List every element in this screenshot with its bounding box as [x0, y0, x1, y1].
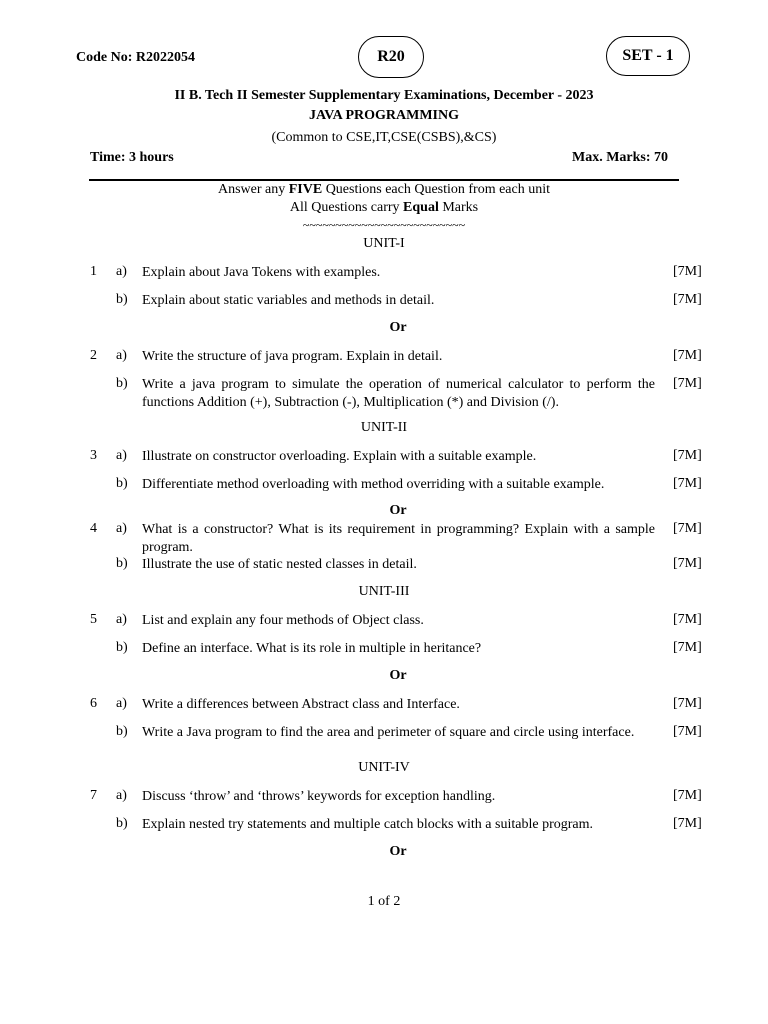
question-5a-marks: [7M] — [673, 612, 702, 627]
question-4b-label: b) — [116, 556, 128, 571]
question-7a-marks: [7M] — [673, 788, 702, 803]
question-4a-label: a) — [116, 521, 127, 536]
question-7a-text: Discuss ‘throw’ and ‘throws’ keywords for exception handling. — [142, 789, 496, 804]
question-3b-marks: [7M] — [673, 476, 702, 491]
question-2a-text: Write the structure of java program. Explain in detail. — [142, 349, 443, 364]
question-6b-label: b) — [116, 724, 128, 739]
max-marks: Max. Marks: 70 — [572, 150, 669, 165]
header-divider — [89, 179, 679, 181]
question-5b-marks: [7M] — [673, 640, 702, 655]
exam-title: II B. Tech II Semester Supplementary Examinations, December - 2023 — [174, 88, 594, 103]
question-1b-text: Explain about static variables and methods in detail. — [142, 293, 435, 308]
question-number-6: 6 — [90, 696, 97, 711]
unit-heading-2: UNIT-II — [360, 420, 408, 435]
question-2b-marks: [7M] — [673, 376, 702, 391]
question-number-2: 2 — [90, 348, 97, 363]
question-6a-marks: [7M] — [673, 696, 702, 711]
question-7b-label: b) — [116, 816, 128, 831]
or-separator-4: Or — [389, 844, 407, 859]
question-5b-label: b) — [116, 640, 128, 655]
code-number: Code No: R2022054 — [76, 50, 195, 65]
question-number-5: 5 — [90, 612, 97, 627]
question-2a-marks: [7M] — [673, 348, 702, 363]
question-3a-label: a) — [116, 448, 127, 463]
or-separator-3: Or — [389, 668, 407, 683]
question-7a-label: a) — [116, 788, 127, 803]
page-number: 1 of 2 — [367, 894, 401, 909]
instruction-line-1: Answer any FIVE Questions each Question from each unit — [217, 182, 551, 197]
question-number-3: 3 — [90, 448, 97, 463]
question-4a-marks: [7M] — [673, 521, 702, 536]
question-3b-label: b) — [116, 476, 128, 491]
question-4a-text: What is a constructor? What is its requirement in programming? Explain with a sample program. — [142, 522, 655, 555]
question-1a-marks: [7M] — [673, 264, 702, 279]
subject-title: JAVA PROGRAMMING — [309, 108, 459, 123]
question-1a-label: a) — [116, 264, 127, 279]
question-1b-marks: [7M] — [673, 292, 702, 307]
set-badge: SET - 1 — [606, 36, 690, 76]
question-3a-marks: [7M] — [673, 448, 702, 463]
question-2a-label: a) — [116, 348, 127, 363]
question-6b-marks: [7M] — [673, 724, 702, 739]
question-1a-text: Explain about Java Tokens with examples. — [142, 265, 381, 280]
regulation-badge: R20 — [358, 36, 424, 78]
question-2b-text: Write a java program to simulate the operation of numerical calculator to perform the functions Addition (+), Subtraction (-), Multiplication (*) and Division (/). — [142, 377, 655, 410]
common-to: (Common to CSE,IT,CSE(CSBS),&CS) — [271, 130, 497, 145]
question-5a-text: List and explain any four methods of Object class. — [142, 613, 424, 628]
question-number-7: 7 — [90, 788, 97, 803]
question-3a-text: Illustrate on constructor overloading. Explain with a suitable example. — [142, 449, 537, 464]
question-number-4: 4 — [90, 521, 97, 536]
question-6b-text: Write a Java program to find the area and perimeter of square and circle using interface. — [142, 725, 635, 740]
question-6a-label: a) — [116, 696, 127, 711]
question-number-1: 1 — [90, 264, 97, 279]
or-separator-2: Or — [389, 503, 407, 518]
question-5a-label: a) — [116, 612, 127, 627]
exam-time: Time: 3 hours — [90, 150, 174, 165]
unit-heading-3: UNIT-III — [358, 584, 410, 599]
instruction-separator: ~~~~~~~~~~~~~~~~~~~~~~~~~ — [302, 218, 466, 232]
question-3b-text: Differentiate method overloading with method overriding with a suitable example. — [142, 477, 605, 492]
question-1b-label: b) — [116, 292, 128, 307]
unit-heading-1: UNIT-I — [363, 236, 405, 251]
question-4b-text: Illustrate the use of static nested classes in detail. — [142, 557, 417, 572]
or-separator-1: Or — [389, 320, 407, 335]
question-7b-marks: [7M] — [673, 816, 702, 831]
question-2b-label: b) — [116, 376, 128, 391]
instruction-line-2: All Questions carry Equal Marks — [289, 200, 479, 215]
unit-heading-4: UNIT-IV — [358, 760, 410, 775]
question-5b-text: Define an interface. What is its role in multiple in heritance? — [142, 641, 482, 656]
question-4b-marks: [7M] — [673, 556, 702, 571]
question-6a-text: Write a differences between Abstract class and Interface. — [142, 697, 460, 712]
question-7b-text: Explain nested try statements and multiple catch blocks with a suitable program. — [142, 817, 593, 832]
